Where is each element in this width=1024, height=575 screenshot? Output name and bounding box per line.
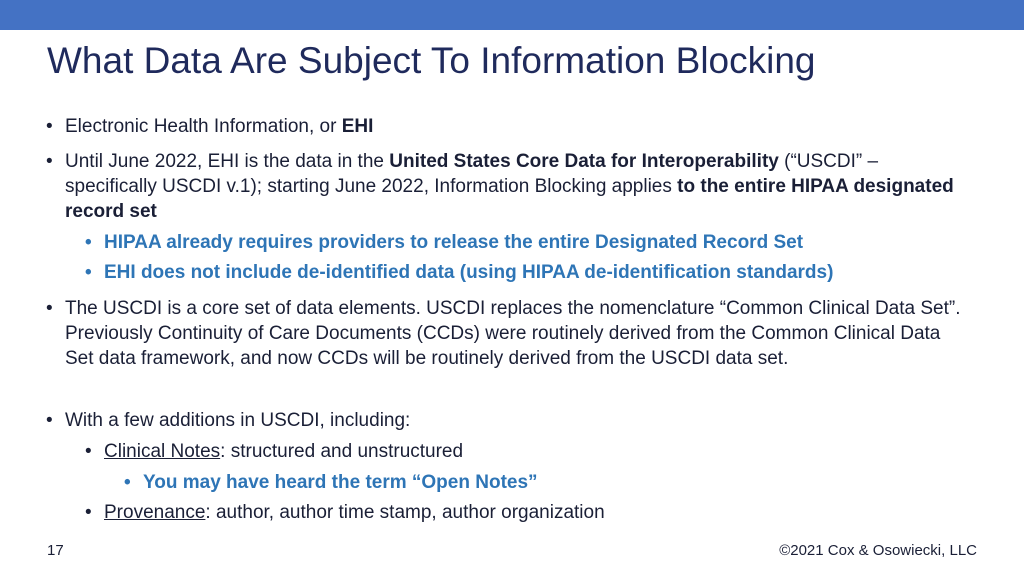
bullet-icon: • xyxy=(46,298,53,319)
bullet-icon: • xyxy=(124,472,131,493)
bullet-icon: • xyxy=(46,116,53,137)
slide-number: 17 xyxy=(47,542,64,559)
bullet-ehi: • Electronic Health Information, or EHI xyxy=(46,116,374,137)
bullet-icon: • xyxy=(46,410,53,431)
slide-title: What Data Are Subject To Information Blocking xyxy=(47,40,816,81)
bullet-icon: • xyxy=(85,262,92,283)
bullet-hipaa-requires: • HIPAA already requires providers to release the entire Designated Record Set xyxy=(85,232,804,253)
bullet-icon: • xyxy=(85,232,92,253)
header-bar xyxy=(0,0,1024,30)
bullet-icon: • xyxy=(85,441,92,462)
bullet-clinical-notes: • Clinical Notes: structured and unstructured xyxy=(85,441,464,462)
bullet-provenance: • Provenance: author, author time stamp, author organization xyxy=(85,502,605,523)
bullet-until-june: • Until June 2022, EHI is the data in the United States Core Data for Interoperability (“USCDI” – specifically USCDI v.1); starting June 2022, Information Blocking applies to the entire HIPAA designated record set xyxy=(46,151,954,222)
bullet-open-notes: • You may have heard the term “Open Notes” xyxy=(124,472,538,493)
bullet-additions: • With a few additions in USCDI, including: xyxy=(46,410,411,431)
bullet-uscdi-core: • The USCDI is a core set of data elements. USCDI replaces the nomenclature “Common Clinical Data Set”. Previously Continuity of Care Documents (CCDs) were routinely derived from the Common Clinical Data Set data framework, and now CCDs will be routinely derived from the USCDI data set. xyxy=(46,298,961,369)
bullet-ehi-deidentified: • EHI does not include de-identified data (using HIPAA de-identification standards) xyxy=(85,262,834,283)
bullet-icon: • xyxy=(85,502,92,523)
bullet-icon: • xyxy=(46,151,53,172)
copyright-notice: ©2021 Cox & Osowiecki, LLC xyxy=(779,542,977,559)
